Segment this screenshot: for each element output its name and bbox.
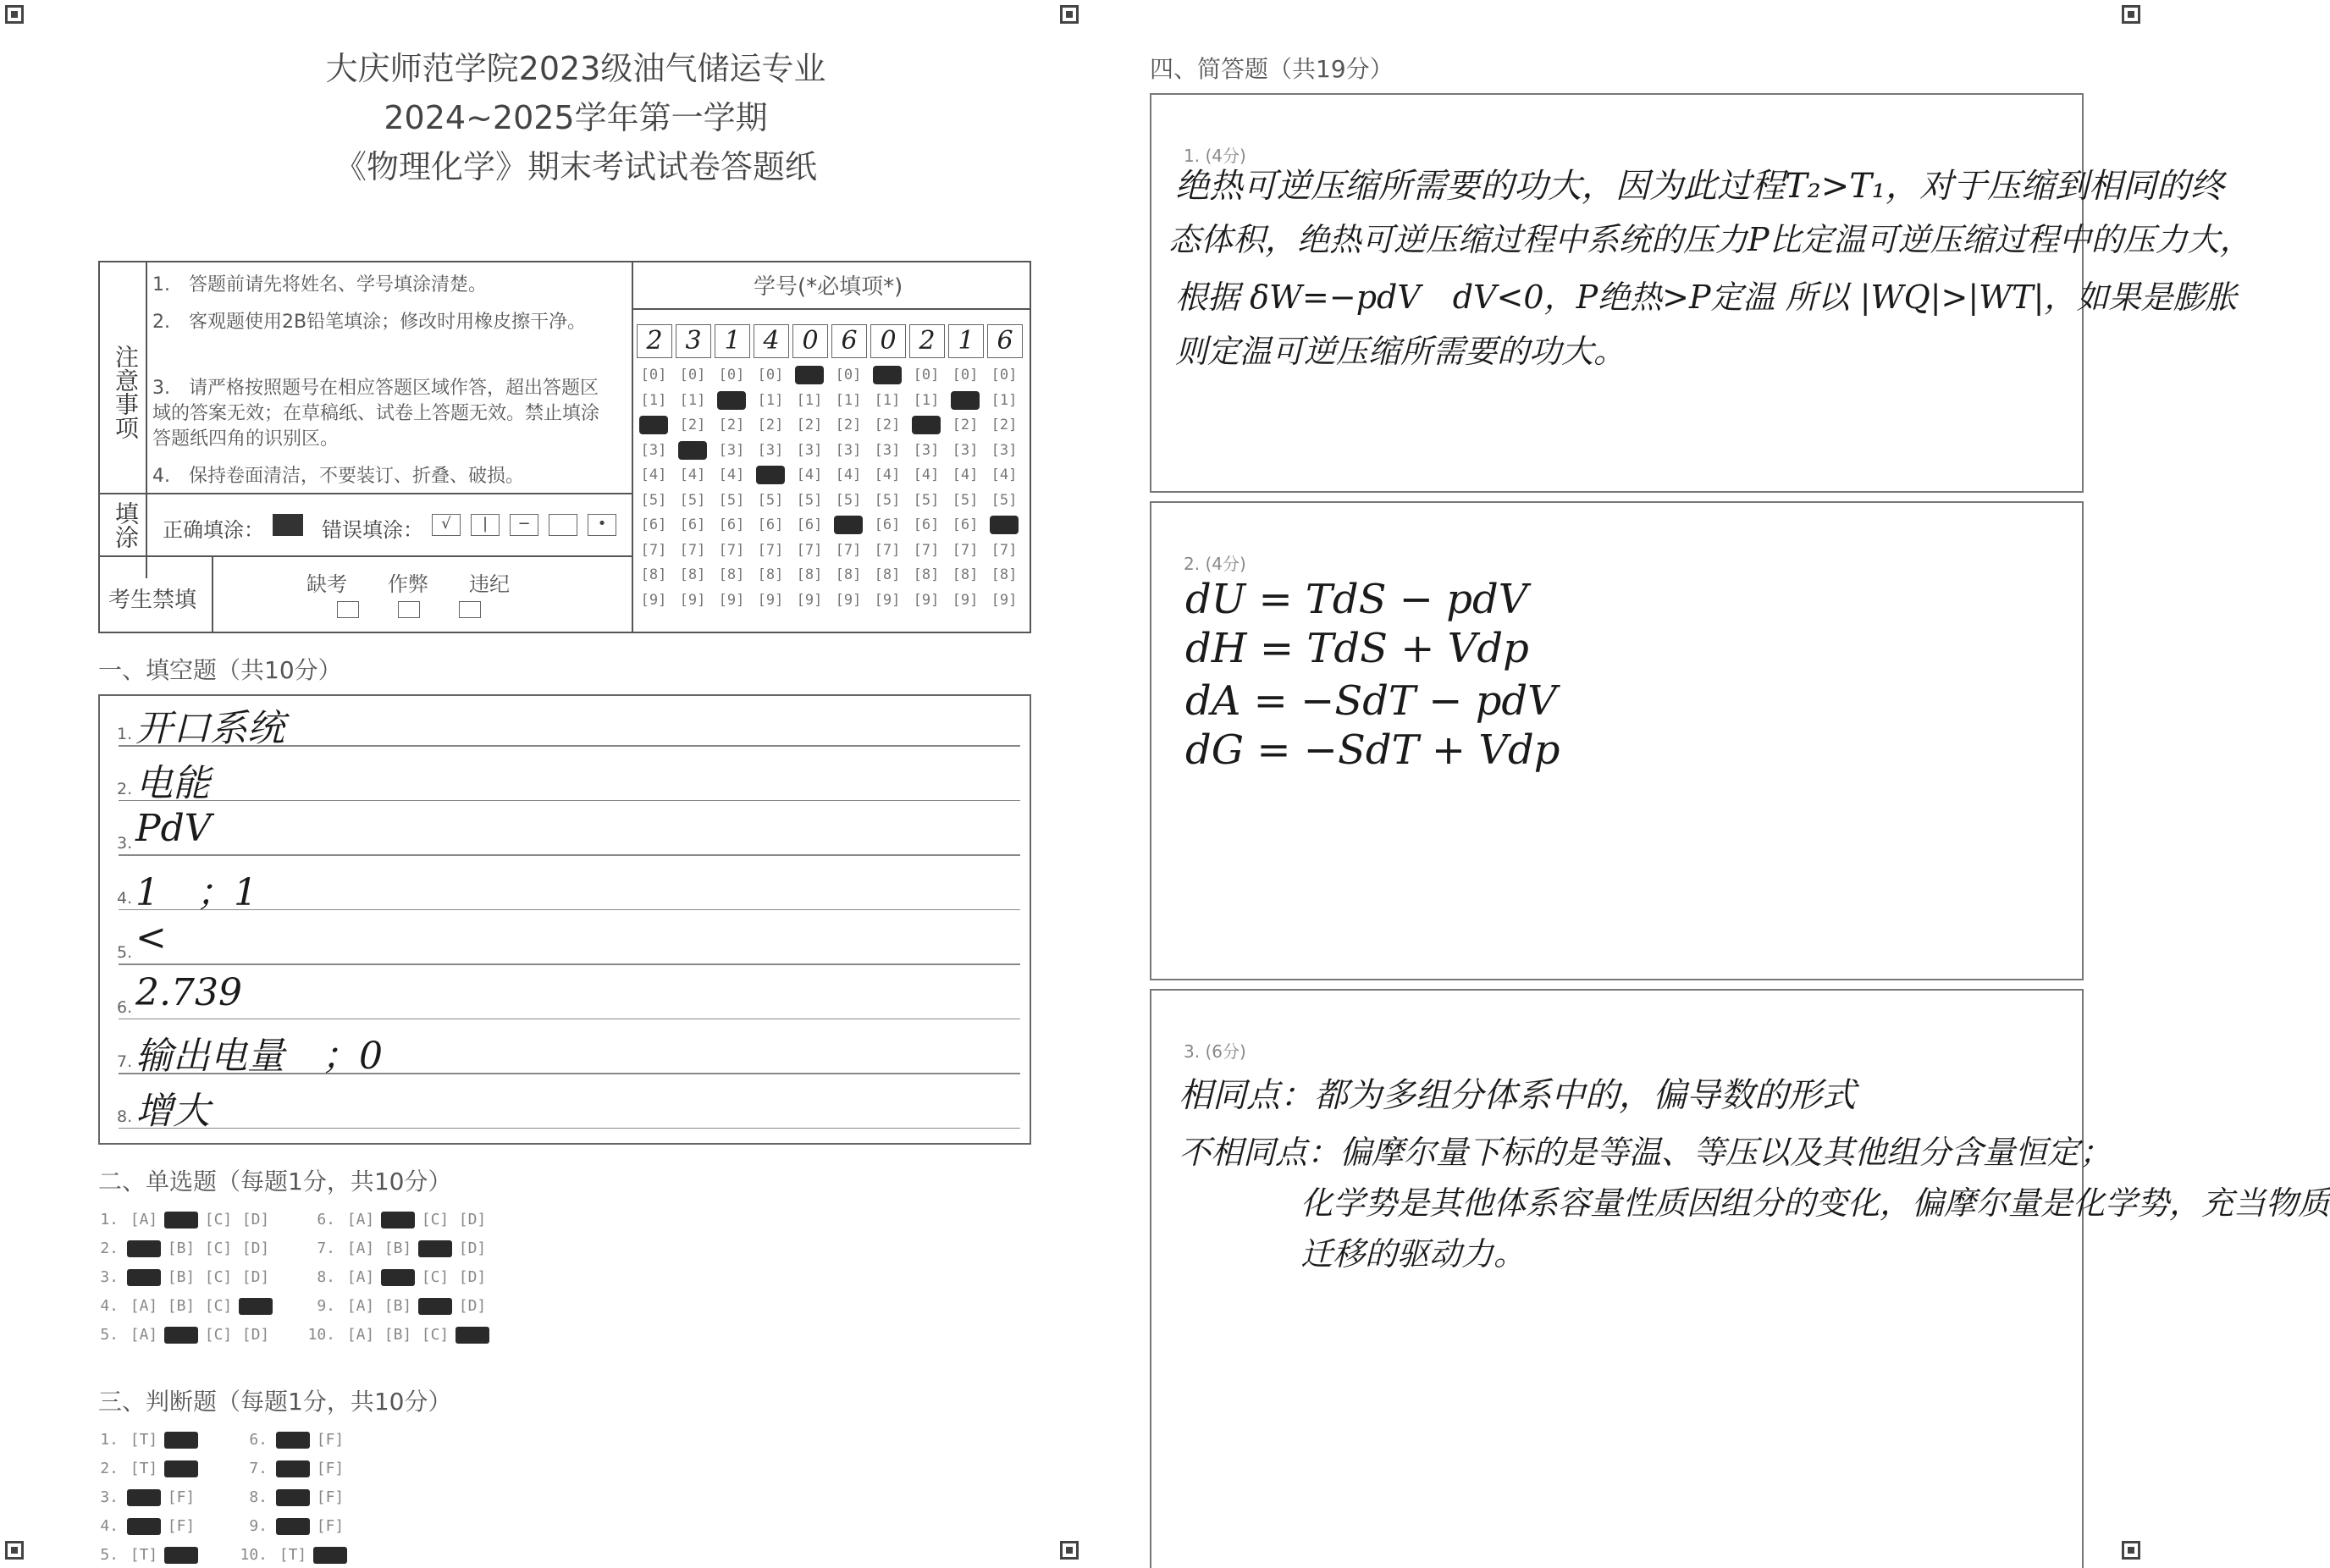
student-id-bubble-c2-r4[interactable]: [4] — [679, 467, 706, 483]
student-id-bubble-c5-r9[interactable]: [9] — [796, 591, 823, 609]
student-id-bubble-c6-r8[interactable]: [8] — [835, 566, 862, 583]
judgement-number-6: 6. — [249, 1431, 268, 1449]
single-choice-number-10: 10. — [307, 1326, 335, 1344]
judgement-4-option-t[interactable] — [127, 1518, 161, 1535]
single-choice-number-9: 9. — [317, 1297, 335, 1315]
single-choice-5-option-b[interactable] — [164, 1327, 198, 1344]
fill-answer-text-2: 电能 — [135, 761, 210, 805]
student-id-bubble-c9-r8[interactable]: [8] — [952, 566, 979, 583]
single-choice-6-option-d[interactable]: [D] — [458, 1211, 487, 1228]
student-id-bubble-c4-r0[interactable]: [0] — [757, 367, 784, 384]
single-choice-number-3: 3. — [100, 1268, 119, 1286]
single-choice-row-3 — [90, 1268, 276, 1289]
short-answer-1-line-3: 根据 δW=−pdV dV<0，P绝热>P定温 所以 |WQ|>|WT|，如果是膨胀 — [1175, 279, 2238, 316]
fill-answer-number-6: 6. — [117, 997, 133, 1017]
single-choice-4-option-a[interactable]: [A] — [130, 1297, 158, 1315]
single-choice-6-option-b[interactable] — [381, 1212, 415, 1228]
single-choice-number-1: 1. — [100, 1211, 119, 1228]
judgement-2-option-f[interactable] — [164, 1460, 198, 1477]
student-id-bubble-c9-r9[interactable]: [9] — [952, 591, 979, 609]
student-id-bubble-c5-r4[interactable]: [4] — [796, 467, 823, 483]
student-id-bubble-c8-r5[interactable]: [5] — [913, 491, 940, 509]
forbid-checkbox-cheat[interactable] — [398, 601, 420, 618]
student-id-bubble-c9-r7[interactable]: [7] — [952, 541, 979, 559]
single-choice-8-option-d[interactable]: [D] — [458, 1268, 487, 1286]
student-id-bubble-c2-r3[interactable] — [678, 441, 707, 460]
student-id-bubble-c10-r9[interactable]: [9] — [991, 591, 1018, 609]
judgement-9-option-t[interactable] — [276, 1518, 310, 1535]
judgement-row-5 — [90, 1546, 202, 1566]
fill-answer-number-1: 1. — [117, 725, 133, 743]
student-id-bubble-c6-r2[interactable]: [2] — [835, 417, 862, 433]
judgement-number-1: 1. — [100, 1431, 119, 1449]
student-id-bubble-c4-r7[interactable]: [7] — [757, 541, 784, 559]
single-choice-7-option-d[interactable]: [D] — [458, 1239, 487, 1257]
title-line-3: 《物理化学》期末考试试卷答题纸 — [334, 148, 817, 185]
student-id-bubble-c8-r4[interactable]: [4] — [913, 467, 940, 483]
single-choice-4-option-b[interactable]: [B] — [167, 1297, 196, 1315]
short-answer-1-line-4: 则定温可逆压缩所需要的功大。 — [1175, 333, 1626, 370]
correct-fill-sample — [273, 514, 303, 536]
student-id-bubble-c2-r6[interactable]: [6] — [679, 516, 706, 533]
judgement-row-1 — [90, 1431, 202, 1451]
single-choice-row-7 — [306, 1239, 493, 1260]
single-choice-number-6: 6. — [317, 1211, 335, 1228]
student-id-digit-3: 1 — [715, 324, 750, 358]
student-id-bubble-c8-r2[interactable] — [912, 416, 941, 434]
student-id-bubble-c9-r4[interactable]: [4] — [952, 467, 979, 483]
single-choice-2-option-b[interactable]: [B] — [167, 1239, 196, 1257]
student-id-bubble-c9-r3[interactable]: [3] — [952, 441, 979, 459]
forbid-option-cheat: 作弊 — [388, 572, 428, 596]
student-id-digit-2: 3 — [676, 324, 711, 358]
title-line-1: 大庆师范学院2023级油气储运专业 — [325, 50, 826, 87]
student-id-bubble-c9-r0[interactable]: [0] — [952, 367, 979, 384]
fill-answer-text-4: 1 ；1 — [135, 870, 257, 914]
student-id-bubble-c9-r5[interactable]: [5] — [952, 491, 979, 509]
judgement-1-option-t[interactable]: [T] — [130, 1431, 158, 1449]
student-id-bubble-c4-r9[interactable]: [9] — [757, 591, 784, 609]
student-id-bubble-c10-r7[interactable]: [7] — [991, 541, 1018, 559]
judgement-2-option-t[interactable]: [T] — [130, 1460, 158, 1477]
judgement-7-option-f[interactable]: [F] — [316, 1460, 345, 1477]
wrong-fill-sample-5: • — [588, 514, 616, 536]
notice-side-label: 注意事项 — [112, 345, 140, 439]
student-id-bubble-c9-r1[interactable] — [951, 391, 980, 410]
single-choice-5-option-c[interactable]: [C] — [204, 1326, 233, 1344]
fill-answer-text-5: < — [135, 916, 167, 959]
single-choice-10-option-c[interactable]: [C] — [421, 1326, 450, 1344]
student-id-bubble-c3-r0[interactable]: [0] — [718, 367, 745, 384]
student-id-bubble-c8-r1[interactable]: [1] — [913, 391, 940, 409]
student-id-bubble-c3-r7[interactable]: [7] — [718, 541, 745, 559]
student-id-bubble-c6-r9[interactable]: [9] — [835, 591, 862, 609]
judgement-row-6 — [239, 1431, 351, 1451]
single-choice-5-option-a[interactable]: [A] — [130, 1326, 158, 1344]
student-id-digit-8: 2 — [909, 324, 945, 358]
student-id-bubble-c1-r9[interactable]: [9] — [640, 591, 667, 609]
student-id-bubble-c2-r2[interactable]: [2] — [679, 417, 706, 433]
student-id-digit-1: 2 — [637, 324, 672, 358]
student-id-bubble-c3-r3[interactable]: [3] — [718, 441, 745, 459]
single-choice-9-option-c[interactable] — [418, 1298, 452, 1315]
single-choice-number-2: 2. — [100, 1239, 119, 1257]
fill-answer-number-7: 7. — [117, 1052, 133, 1071]
judgement-8-option-t[interactable] — [276, 1489, 310, 1506]
student-id-bubble-c10-r1[interactable]: [1] — [991, 391, 1018, 409]
student-id-bubble-c4-r5[interactable]: [5] — [757, 491, 784, 509]
single-choice-row-4 — [90, 1297, 276, 1317]
student-id-bubble-c3-r8[interactable]: [8] — [718, 566, 745, 583]
student-id-bubble-c6-r7[interactable]: [7] — [835, 541, 862, 559]
student-id-bubble-c7-r9[interactable]: [9] — [874, 591, 901, 609]
registration-mark-top-left — [5, 5, 24, 24]
notice-item-1: 1. 答题前请先将姓名、学号填涂清楚。 — [152, 274, 487, 295]
student-id-bubble-c7-r3[interactable]: [3] — [874, 441, 901, 459]
student-id-bubble-c8-r6[interactable]: [6] — [913, 516, 940, 533]
section-fill-title: 一、填空题（共10分） — [98, 656, 342, 684]
single-choice-number-4: 4. — [100, 1297, 119, 1315]
student-id-bubble-c7-r5[interactable]: [5] — [874, 491, 901, 509]
student-id-bubble-c6-r3[interactable]: [3] — [835, 441, 862, 459]
single-choice-number-5: 5. — [100, 1326, 119, 1344]
judgement-number-3: 3. — [100, 1488, 119, 1506]
student-id-bubble-c7-r7[interactable]: [7] — [874, 541, 901, 559]
student-id-bubble-c4-r1[interactable]: [1] — [757, 391, 784, 409]
student-id-bubble-c8-r3[interactable]: [3] — [913, 441, 940, 459]
fill-answer-text-1: 开口系统 — [135, 707, 284, 750]
student-id-bubble-c1-r4[interactable]: [4] — [640, 467, 667, 483]
fill-answer-number-8: 8. — [117, 1107, 133, 1126]
section-single-title: 二、单选题（每题1分，共10分） — [98, 1168, 452, 1195]
student-id-bubble-c8-r9[interactable]: [9] — [913, 591, 940, 609]
single-choice-9-option-a[interactable]: [A] — [346, 1297, 375, 1315]
judgement-6-option-f[interactable]: [F] — [316, 1431, 345, 1449]
single-choice-row-6 — [306, 1211, 493, 1231]
single-choice-3-option-a[interactable] — [127, 1269, 161, 1286]
student-id-bubble-c6-r6[interactable] — [834, 516, 863, 534]
single-choice-9-option-b[interactable]: [B] — [384, 1297, 412, 1315]
short-answer-1-label: 1. (4分) — [1184, 146, 1246, 166]
judgement-number-9: 9. — [249, 1517, 268, 1535]
registration-mark-bottom-center — [1060, 1541, 1079, 1560]
single-choice-1-option-d[interactable]: [D] — [241, 1211, 270, 1228]
judgement-5-option-f[interactable] — [164, 1547, 198, 1564]
student-id-bubble-c5-r5[interactable]: [5] — [796, 491, 823, 509]
judgement-8-option-f[interactable]: [F] — [316, 1488, 345, 1506]
fill-answer-number-3: 3. — [117, 834, 133, 853]
student-id-bubble-c10-r5[interactable]: [5] — [991, 491, 1018, 509]
registration-mark-top-right — [2122, 5, 2140, 24]
judgement-row-7 — [239, 1460, 351, 1480]
student-id-bubble-c3-r6[interactable]: [6] — [718, 516, 745, 533]
short-answer-3-line-1: 相同点：都为多组分体系中的，偏导数的形式 — [1179, 1076, 1856, 1115]
judgement-row-10 — [239, 1546, 351, 1566]
student-id-bubble-c4-r2[interactable]: [2] — [757, 417, 784, 433]
single-choice-9-option-d[interactable]: [D] — [458, 1297, 487, 1315]
single-choice-6-option-c[interactable]: [C] — [421, 1211, 450, 1228]
student-id-bubble-c10-r8[interactable]: [8] — [991, 566, 1018, 583]
single-choice-8-option-a[interactable]: [A] — [346, 1268, 375, 1286]
judgement-number-4: 4. — [100, 1517, 119, 1535]
single-choice-8-option-b[interactable] — [381, 1269, 415, 1286]
single-choice-row-2 — [90, 1239, 276, 1260]
student-id-bubble-c3-r9[interactable]: [9] — [718, 591, 745, 609]
student-id-bubble-c4-r6[interactable]: [6] — [757, 516, 784, 533]
student-id-bubble-c1-r0[interactable]: [0] — [640, 367, 667, 384]
single-choice-7-option-b[interactable]: [B] — [384, 1239, 412, 1257]
judgement-10-option-f[interactable] — [313, 1547, 347, 1564]
student-id-bubble-c3-r5[interactable]: [5] — [718, 491, 745, 509]
student-id-bubble-c7-r4[interactable]: [4] — [874, 467, 901, 483]
student-id-digit-5: 0 — [792, 324, 828, 358]
single-choice-row-10 — [306, 1326, 493, 1346]
fill-answer-line-3 — [119, 854, 1020, 856]
fill-answer-number-5: 5. — [117, 943, 133, 962]
section-judge-title: 三、判断题（每题1分，共10分） — [98, 1388, 452, 1416]
single-choice-4-option-d[interactable] — [239, 1298, 273, 1315]
single-choice-3-option-c[interactable]: [C] — [204, 1268, 233, 1286]
single-choice-4-option-c[interactable]: [C] — [204, 1297, 233, 1315]
student-id-bubble-c7-r6[interactable]: [6] — [874, 516, 901, 533]
student-id-digit-10: 6 — [987, 324, 1023, 358]
student-id-title: 学号(*必填项*) — [754, 274, 903, 300]
single-choice-8-option-c[interactable]: [C] — [421, 1268, 450, 1286]
student-id-bubble-c6-r4[interactable]: [4] — [835, 467, 862, 483]
judgement-3-option-f[interactable]: [F] — [167, 1488, 196, 1506]
student-id-bubble-c5-r0[interactable] — [795, 366, 824, 384]
notice-item-3: 3. 请严格按照题号在相应答题区域作答，超出答题区域的答案无效；在草稿纸、试卷上答题无效。禁止填涂答题纸四角的识别区。 — [152, 378, 600, 450]
fill-answer-text-7: 输出电量 ；0 — [135, 1035, 383, 1078]
fill-answer-text-8: 增大 — [135, 1089, 210, 1133]
student-id-bubble-c9-r6[interactable]: [6] — [952, 516, 979, 533]
notice-item-4: 4. 保持卷面清洁，不要装订、折叠、破损。 — [152, 466, 524, 487]
judgement-1-option-f[interactable] — [164, 1432, 198, 1449]
judgement-5-option-t[interactable]: [T] — [130, 1546, 158, 1564]
correct-fill-label: 正确填涂： — [163, 518, 264, 542]
short-answer-2-line-1: dU = TdS − pdV — [1185, 576, 1528, 623]
wrong-fill-sample-1: √ — [432, 514, 461, 536]
student-id-bubble-c4-r3[interactable]: [3] — [757, 441, 784, 459]
short-answer-1-line-1: 绝热可逆压缩所需要的功大，因为此过程T₂>T₁，对于压缩到相同的终 — [1175, 167, 2224, 206]
single-choice-10-option-d[interactable] — [456, 1327, 489, 1344]
judgement-number-2: 2. — [100, 1460, 119, 1477]
fill-side-label: 填涂 — [112, 501, 140, 549]
student-id-bubble-c1-r6[interactable]: [6] — [640, 516, 667, 533]
student-id-bubble-c7-r1[interactable]: [1] — [874, 391, 901, 409]
student-id-bubble-c5-r1[interactable]: [1] — [796, 391, 823, 409]
single-choice-3-option-b[interactable]: [B] — [167, 1268, 196, 1286]
student-id-bubble-c5-r7[interactable]: [7] — [796, 541, 823, 559]
judgement-9-option-f[interactable]: [F] — [316, 1517, 345, 1535]
judgement-row-3 — [90, 1488, 202, 1509]
student-id-bubble-c10-r4[interactable]: [4] — [991, 467, 1018, 483]
student-id-digit-7: 0 — [870, 324, 906, 358]
fill-answer-line-5 — [119, 963, 1020, 965]
fill-answer-line-8 — [119, 1128, 1020, 1129]
student-id-bubble-c4-r8[interactable]: [8] — [757, 566, 784, 583]
single-choice-7-option-c[interactable] — [418, 1240, 452, 1257]
single-choice-7-option-a[interactable]: [A] — [346, 1239, 375, 1257]
student-id-bubble-c4-r4[interactable] — [756, 466, 785, 484]
forbid-checkbox-violation[interactable] — [459, 601, 481, 618]
short-answer-3-line-2: 不相同点：偏摩尔量下标的是等温、等压以及其他组分含量恒定； — [1179, 1134, 2112, 1171]
student-id-digit-4: 4 — [754, 324, 789, 358]
judgement-row-4 — [90, 1517, 202, 1538]
single-choice-row-5 — [90, 1326, 276, 1346]
single-choice-row-9 — [306, 1297, 493, 1317]
single-choice-1-option-a[interactable]: [A] — [130, 1211, 158, 1228]
student-id-bubble-c1-r5[interactable]: [5] — [640, 491, 667, 509]
single-choice-number-7: 7. — [317, 1239, 335, 1257]
judgement-10-option-t[interactable]: [T] — [279, 1546, 307, 1564]
fill-answer-number-4: 4. — [117, 888, 133, 908]
student-id-bubble-c8-r7[interactable]: [7] — [913, 541, 940, 559]
wrong-fill-label: 错误填涂： — [322, 518, 423, 542]
student-id-digit-6: 6 — [831, 324, 867, 358]
section-short-title: 四、简答题（共19分） — [1150, 55, 1394, 83]
single-choice-3-option-d[interactable]: [D] — [241, 1268, 270, 1286]
forbid-option-absent: 缺考 — [306, 572, 347, 596]
student-id-bubble-c8-r0[interactable]: [0] — [913, 367, 940, 384]
student-id-bubble-c1-r8[interactable]: [8] — [640, 566, 667, 583]
single-choice-5-option-d[interactable]: [D] — [241, 1326, 270, 1344]
short-answer-3-line-3: 化学势是其他体系容量性质因组分的变化，偏摩尔量是化学势，充当物质 — [1300, 1184, 2330, 1222]
single-choice-1-option-b[interactable] — [164, 1212, 198, 1228]
student-id-bubble-c6-r0[interactable]: [0] — [835, 367, 862, 384]
student-id-bubble-c6-r5[interactable]: [5] — [835, 491, 862, 509]
student-id-bubble-c2-r1[interactable]: [1] — [679, 391, 706, 409]
judgement-row-9 — [239, 1517, 351, 1538]
student-id-bubble-c2-r0[interactable]: [0] — [679, 367, 706, 384]
title-line-2: 2024~2025学年第一学期 — [384, 99, 768, 136]
student-id-bubble-c5-r8[interactable]: [8] — [796, 566, 823, 583]
student-id-bubble-c1-r3[interactable]: [3] — [640, 441, 667, 459]
judgement-number-8: 8. — [249, 1488, 268, 1506]
student-id-bubble-c3-r2[interactable]: [2] — [718, 417, 745, 433]
short-answer-2-label: 2. (4分) — [1184, 554, 1246, 574]
short-answer-2-line-4: dG = −SdT + Vdp — [1185, 726, 1560, 774]
student-id-digit-9: 1 — [948, 324, 984, 358]
single-choice-6-option-a[interactable]: [A] — [346, 1211, 375, 1228]
judgement-row-2 — [90, 1460, 202, 1480]
judgement-number-7: 7. — [249, 1460, 268, 1477]
forbid-option-violation: 违纪 — [469, 572, 510, 596]
forbid-checkbox-absent[interactable] — [337, 601, 359, 618]
short-answer-3-line-4: 迁移的驱动力。 — [1300, 1235, 1527, 1273]
student-id-bubble-c9-r2[interactable]: [2] — [952, 417, 979, 433]
student-id-bubble-c5-r6[interactable]: [6] — [796, 516, 823, 533]
registration-mark-top-center — [1060, 5, 1079, 24]
judgement-3-option-t[interactable] — [127, 1489, 161, 1506]
student-id-bubble-c1-r7[interactable]: [7] — [640, 541, 667, 559]
single-choice-10-option-b[interactable]: [B] — [384, 1326, 412, 1344]
student-id-bubble-c10-r6[interactable] — [990, 516, 1019, 534]
single-choice-1-option-c[interactable]: [C] — [204, 1211, 233, 1228]
student-id-bubble-c1-r1[interactable]: [1] — [640, 391, 667, 409]
short-answer-3-label: 3. (6分) — [1184, 1041, 1246, 1062]
short-answer-2-line-3: dA = −SdT − pdV — [1185, 677, 1557, 725]
student-id-bubble-c3-r1[interactable] — [717, 391, 746, 410]
judgement-7-option-t[interactable] — [276, 1460, 310, 1477]
single-choice-2-option-c[interactable]: [C] — [204, 1239, 233, 1257]
judgement-number-10: 10. — [240, 1546, 268, 1564]
student-id-bubble-c2-r5[interactable]: [5] — [679, 491, 706, 509]
single-choice-2-option-d[interactable]: [D] — [241, 1239, 270, 1257]
notice-item-2: 2. 客观题使用2B铅笔填涂；修改时用橡皮擦干净。 — [152, 312, 587, 333]
student-id-bubble-c3-r4[interactable]: [4] — [718, 467, 745, 483]
short-answer-2-line-2: dH = TdS + Vdp — [1185, 625, 1529, 672]
student-id-bubble-c7-r0[interactable] — [873, 366, 902, 384]
student-id-bubble-c5-r3[interactable]: [3] — [796, 441, 823, 459]
judgement-row-8 — [239, 1488, 351, 1509]
single-choice-number-8: 8. — [317, 1268, 335, 1286]
fill-answer-text-6: 2.739 — [135, 970, 242, 1014]
student-id-bubble-c7-r2[interactable]: [2] — [874, 417, 901, 433]
student-id-bubble-c7-r8[interactable]: [8] — [874, 566, 901, 583]
forbid-label: 考生禁填 — [108, 588, 197, 613]
wrong-fill-sample-3: − — [510, 514, 538, 536]
student-id-bubble-c1-r2[interactable] — [639, 416, 668, 434]
student-id-bubble-c10-r3[interactable]: [3] — [991, 441, 1018, 459]
judgement-number-5: 5. — [100, 1546, 119, 1564]
short-answer-1-line-2: 态体积，绝热可逆压缩过程中系统的压力P比定温可逆压缩过程中的压力大， — [1168, 221, 2252, 258]
single-choice-2-option-a[interactable] — [127, 1240, 161, 1257]
student-id-bubble-c6-r1[interactable]: [1] — [835, 391, 862, 409]
student-id-bubble-c2-r8[interactable]: [8] — [679, 566, 706, 583]
judgement-4-option-f[interactable]: [F] — [167, 1517, 196, 1535]
student-id-bubble-c2-r7[interactable]: [7] — [679, 541, 706, 559]
student-id-bubble-c10-r0[interactable]: [0] — [991, 367, 1018, 384]
student-id-bubble-c8-r8[interactable]: [8] — [913, 566, 940, 583]
registration-mark-bottom-left — [5, 1541, 24, 1560]
single-choice-10-option-a[interactable]: [A] — [346, 1326, 375, 1344]
fill-answer-number-2: 2. — [117, 779, 133, 798]
judgement-6-option-t[interactable] — [276, 1432, 310, 1449]
wrong-fill-sample-2: | — [471, 514, 500, 536]
fill-answer-line-6 — [119, 1019, 1020, 1020]
single-choice-row-1 — [90, 1211, 276, 1231]
student-id-bubble-c10-r2[interactable]: [2] — [991, 417, 1018, 433]
registration-mark-bottom-right — [2122, 1541, 2140, 1560]
fill-answer-line-2 — [119, 800, 1020, 802]
single-choice-row-8 — [306, 1268, 493, 1289]
wrong-fill-sample-4 — [549, 514, 577, 536]
fill-answer-text-3: PdV — [135, 807, 212, 850]
student-id-bubble-c5-r2[interactable]: [2] — [796, 417, 823, 433]
student-id-bubble-c2-r9[interactable]: [9] — [679, 591, 706, 609]
